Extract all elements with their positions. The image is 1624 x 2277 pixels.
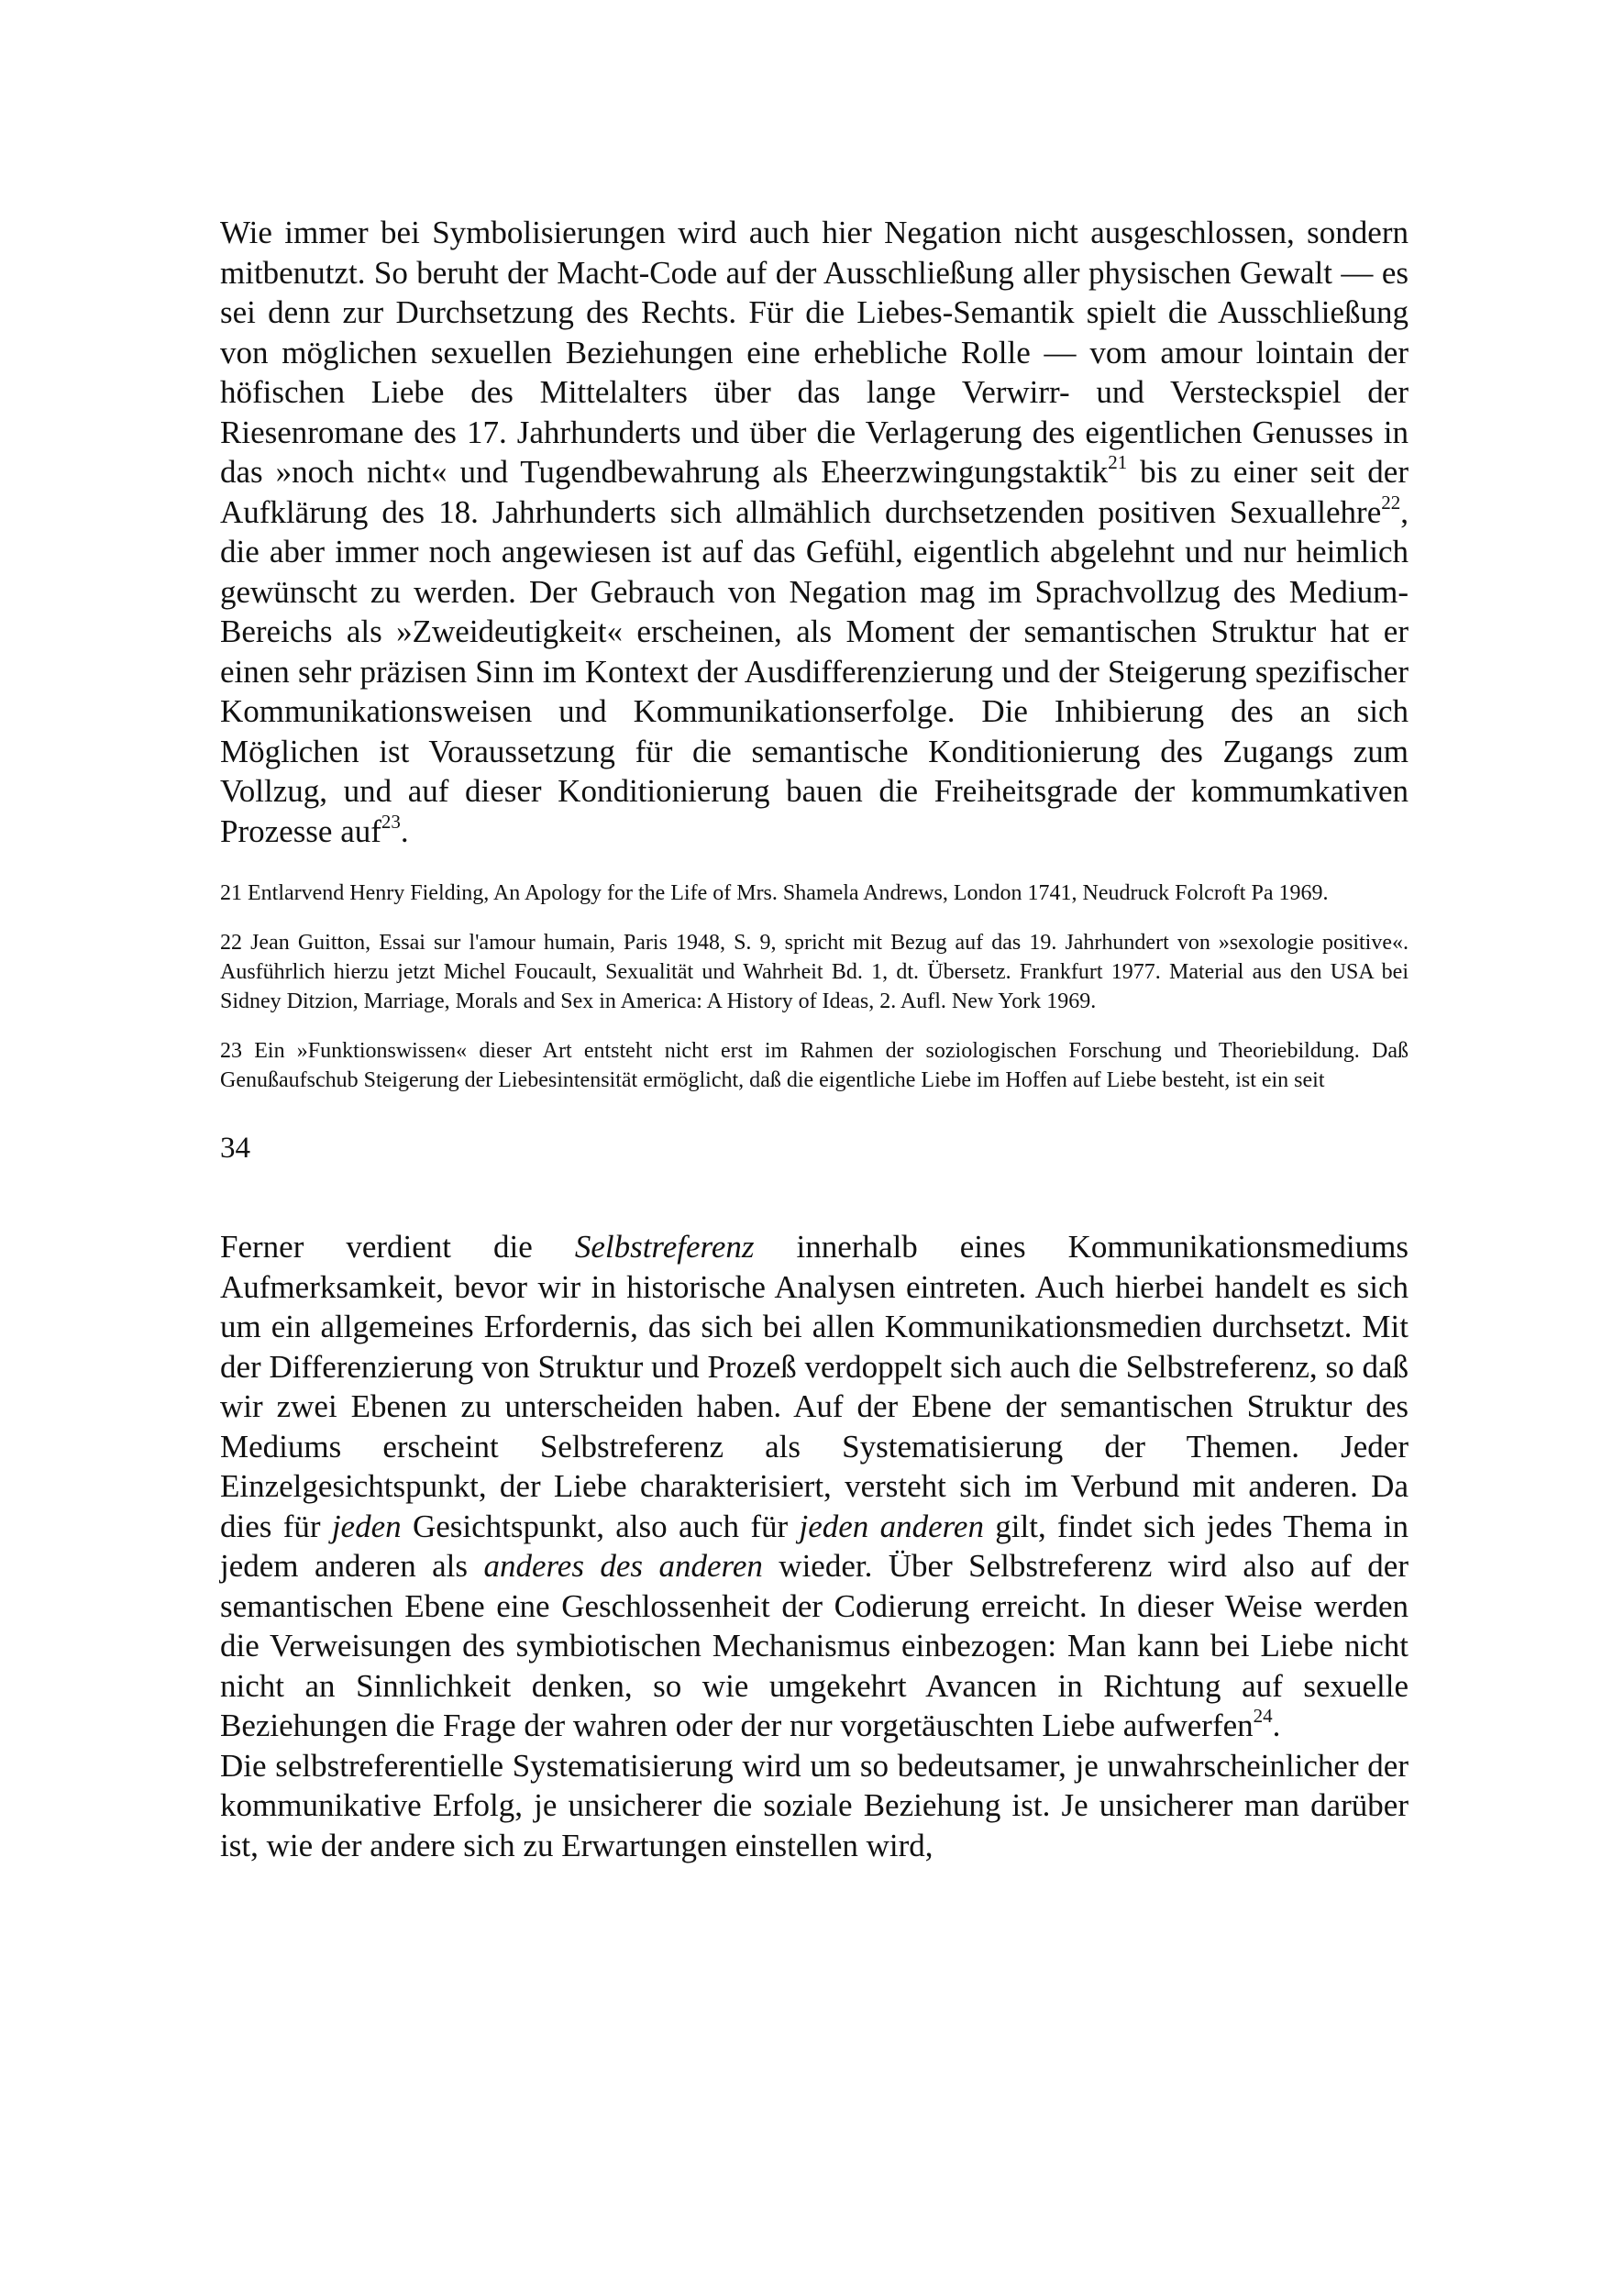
footnote-ref-22[interactable]: 22 [1381,491,1401,514]
final-paragraph: Die selbstreferentielle Systematisierung wird um so bedeutsamer, je unwahrscheinlicher der kommunikative Erfolg, je unsicherer die soziale Beziehung ist. Je unsicherer man darüber ist, wie der andere sich zu Erwartungen einstellen wird, [220,1747,1409,1863]
footnotes [220,879,1409,1095]
footnote-ref-23[interactable]: 23 [381,810,401,833]
page-number: 34 [220,1132,250,1165]
lower-text-1: Ferner verdient die [220,1229,575,1265]
footnote-ref-24[interactable]: 24 [1253,1705,1273,1727]
lower-text-4: gilt, findet sich jedes Thema in jedem anderen als [220,1508,1409,1584]
upper-text-3: , die aber immer noch angewiesen ist auf das Gefühl, eigentlich abgelehnt und nur heimlich gewünscht zu werden. Der Gebrauch von Negation mag im Sprachvollzug des Medium-Bereichs als »Zweideutigkeit« erscheinen, als Moment der semantischen Struktur hat er einen sehr präzisen Sinn im Kontext der Ausdifferenzierung und der Steigerung spezifischer Kommunikationsweisen und Kommunikationserfolge. Die Inhibierung des an sich Möglichen ist Voraussetzung für die semantische Konditionierung des Zugangs zum Vollzug, und auf dieser Konditionierung bauen die Freiheitsgrade der kommumkativen Prozesse auf [220,493,1409,849]
upper-paragraph [220,213,1409,851]
emphasis-selbstreferenz: Selbstreferenz [574,1229,755,1265]
footnote-ref-21[interactable]: 21 [1108,451,1128,473]
emphasis-jeden: jeden [331,1508,402,1544]
upper-text-4: . [400,812,409,849]
lower-text-5: wieder. Über Selbstreferenz wird also auf der semantischen Ebene eine Geschlossenheit der Codierung erreicht. In dieser Weise werden die Verweisungen des symbiotischen Mechanismus einbezogen: Man kann bei Liebe nicht nicht an Sinnlichkeit denken, so wie umgekehrt Avancen in Richtung auf sexuelle Beziehungen die Frage der wahren oder der nur vorgetäuschten Liebe aufwerfen [220,1548,1409,1743]
upper-text-2: bis zu einer seit der Aufklärung des 18. Jahrhunderts sich allmählich durchsetzenden positiven Sexuallehre [220,454,1409,530]
footnote-22: 22 Jean Guitton, Essai sur l'amour humain, Paris 1948, S. 9, spricht mit Bezug auf das 19. Jahrhundert von »sexologie positive«. Ausführlich hierzu jetzt Michel Foucault, Sexualität und Wahrheit Bd. 1, dt. Übersetz. Frankfurt 1977. Material aus den USA bei Sidney Ditzion, Marriage, Morals and Sex in America: A History of Ideas, 2. Aufl. New York 1969. [220,931,1409,1013]
emphasis-anderes-des-anderen: anderes des anderen [483,1548,763,1584]
footnote-21: 21 Entlarvend Henry Fielding, An Apology for the Life of Mrs. Shamela Andrews, London 1741, Neudruck Folcroft Pa 1969. [220,881,1329,905]
lower-text-2: innerhalb eines Kommunikationsmediums Aufmerksamkeit, bevor wir in historische Analysen eintreten. Auch hierbei handelt es sich um ein allgemeines Erfordernis, das sich bei allen Kommunikationsmedien durchsetzt. Mit der Differenzierung von Struktur und Prozeß verdoppelt sich auch die Selbstreferenz, so daß wir zwei Ebenen zu unterscheiden haben. Auf der Ebene der semantischen Struktur des Mediums erscheint Selbstreferenz als Systematisierung der Themen. Jeder Einzelgesichtspunkt, der Liebe charakterisiert, versteht sich im Verbund mit anderen. Da dies für [220,1229,1409,1544]
upper-text-1: Wie immer bei Symbolisierungen wird auch hier Negation nicht ausgeschlossen, sondern mitbenutzt. So beruht der Macht-Code auf der Ausschließung aller physischen Gewalt — es sei denn zur Durchsetzung des Rechts. Für die Liebes-Semantik spielt die Ausschließung von möglichen sexuellen Beziehungen eine erhebliche Rolle — vom amour lointain der höfischen Liebe des Mittelalters über das lange Verwirr- und Versteckspiel der Riesenromane des 17. Jahrhunderts und über die Verlagerung des eigentlichen Genusses in das »noch nicht« und Tugendbewahrung als Eheerzwingungstaktik [220,215,1409,490]
lower-text-3: Gesichtspunkt, also auch für [401,1508,800,1544]
emphasis-jeden-anderen: jeden anderen [799,1508,984,1544]
lower-paragraph [220,1227,1409,1746]
footnote-23: 23 Ein »Funktionswissen« dieser Art entsteht nicht erst im Rahmen der soziologischen Forschung und Theoriebildung. Daß Genußaufschub Steigerung der Liebesintensität ermöglicht, daß die eigentliche Liebe im Hoffen auf Liebe besteht, ist ein seit [220,1039,1409,1092]
lower-text-6: . [1272,1708,1281,1743]
document-page [220,213,1409,1865]
